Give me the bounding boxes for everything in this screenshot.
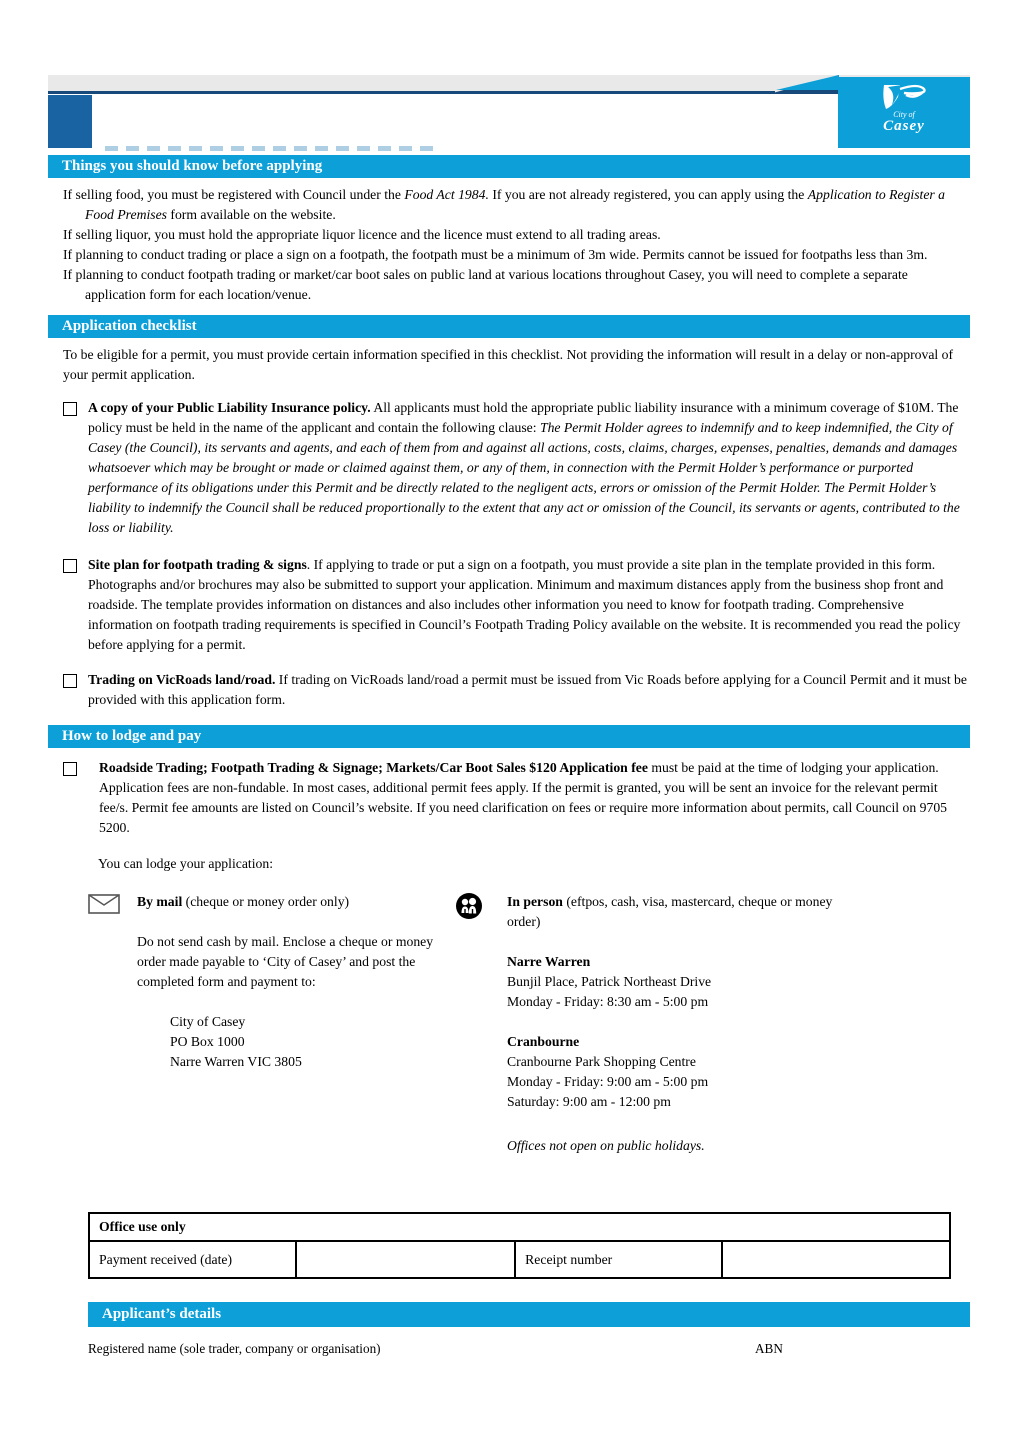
page-header [0, 0, 1020, 155]
insurance-checkbox[interactable] [63, 402, 77, 416]
receipt-number-label: Receipt number [515, 1241, 722, 1278]
by-mail-body: Do not send cash by mail. Enclose a cheque or money order made payable to ‘City of Casey’ and post the completed form and payment to: [137, 934, 434, 989]
checklist-item-insurance [63, 398, 968, 538]
things-body [63, 185, 968, 305]
in-person-column [455, 892, 915, 1156]
payment-received-label: Payment received (date) [89, 1241, 296, 1278]
public-holidays-note: Offices not open on public holidays. [507, 1138, 705, 1153]
checklist-item-vicroads [63, 670, 968, 710]
location-address: Cranbourne Park Shopping Centre [507, 1054, 696, 1069]
registered-name-label: Registered name (sole trader, company or organisation) [88, 1341, 381, 1356]
location-hours: Saturday: 9:00 am - 12:00 pm [507, 1094, 671, 1109]
section-header-applicant: Applicant’s details [88, 1302, 970, 1327]
vicroads-checkbox[interactable] [63, 674, 77, 688]
logo-casey-text: Casey [883, 118, 925, 134]
location-hours: Monday - Friday: 9:00 am - 5:00 pm [507, 1074, 709, 1089]
location-hours: Monday - Friday: 8:30 am - 5:00 pm [507, 994, 709, 1009]
faint-header-text [105, 146, 440, 151]
checklist-item-text: Site plan for footpath trading & signs. If applying to trade or put a sign on a footpath, you must provide a site plan in the template provided in this form. Photographs and/or brochures may also be submitted to support your application. Minimum and maximum distances apply from the business shop front and roadside. The template provides information on distances and also includes other information you need to know for footpath trading. Comprehensive information on footpath trading requirements is specified in Council’s Footpath Trading Policy available on the website. It is recommended you read the policy before applying for a permit. [88, 557, 961, 652]
checklist-item-siteplan [63, 555, 968, 655]
mail-address-line: PO Box 1000 [170, 1034, 245, 1049]
things-paragraph-1: If selling food, you must be registered with Council under the Food Act 1984. If you are not already registered, you can apply using the Application to Register a Food Premises form available on the website. [63, 187, 946, 222]
checklist-item-text: Trading on VicRoads land/road. If trading on VicRoads land/road a permit must be issued from Vic Roads before applying for a Council Permit and it must be provided with this application form. [88, 672, 967, 707]
location-name: Narre Warren [507, 954, 591, 969]
envelope-icon [88, 892, 137, 1156]
in-person-text [507, 892, 915, 1156]
abn-label: ABN [755, 1341, 783, 1356]
location-narre-warren [507, 952, 915, 1012]
location-address: Bunjil Place, Patrick Northeast Drive [507, 974, 712, 989]
header-navy-line [48, 91, 775, 94]
things-paragraph-3: If planning to conduct trading or place a sign on a footpath, the footpath must be a minimum of 3m wide. Permits cannot be issued for footpaths less than 3m. [63, 247, 928, 262]
siteplan-checkbox[interactable] [63, 559, 77, 573]
by-mail-column [88, 892, 453, 1156]
header-dark-square [48, 95, 92, 148]
things-paragraph-4: If planning to conduct footpath trading or market/car boot sales on public land at various locations throughout Casey, you will need to complete a separate application form for each location/venue. [63, 267, 908, 302]
location-name: Cranbourne [507, 1034, 580, 1049]
by-mail-heading: By mail (cheque or money order only) [137, 894, 350, 909]
fee-item-text: Roadside Trading; Footpath Trading & Signage; Markets/Car Boot Sales $120 Application fee must be paid at the time of lodging your application. Application fees are non-fundable. In most cases, additional permit fees apply. If the permit is granted, you will be sent an invoice for the relevant permit fee/s. Permit fee amounts are listed on Council’s website. If you need clarification on fees or require more information about permits, call Council on 9705 5200. [99, 760, 948, 835]
office-use-table [88, 1212, 951, 1279]
casey-logo-icon [878, 83, 930, 113]
mail-address-line: Narre Warren VIC 3805 [170, 1054, 302, 1069]
by-mail-text [137, 892, 453, 1156]
receipt-number-field[interactable] [722, 1241, 950, 1278]
checklist-item-text: A copy of your Public Liability Insurance policy. All applicants must hold the appropriate public liability insurance with a minimum coverage of $10M. The policy must be held in the name of the applicant and contain the following clause: The Permit Holder agrees to indemnify and to keep indemnified, the City of Casey (the Council), its servants and agents, and each of them from and against all actions, costs, claims, charges, expenses, penalties, demands and damages whatsoever which may be brought or made or claimed against them, or any of them, in connection with the Permit Holder’s performance or purported performance of its obligations under this Permit and be directly related to the negligent acts, errors or omission of the Permit Holder. The Permit Holder’s liability to indemnify the Council shall be reduced proportionally to the extent that any act or omission of the Council, its servants or agents, contributed to the loss or liability. [88, 400, 960, 535]
in-person-heading: In person (eftpos, cash, visa, mastercard, cheque or money order) [507, 894, 833, 929]
things-paragraph-2: If selling liquor, you must hold the appropriate liquor licence and the licence must extend to all trading areas. [63, 227, 661, 242]
section-header-lodge: How to lodge and pay [48, 725, 970, 748]
checklist-intro: To be eligible for a permit, you must provide certain information specified in this checklist. Not providing the information will result in a delay or non-approval of your permit application. [63, 347, 954, 382]
applicant-labels-row [88, 1341, 970, 1357]
city-of-casey-logo [838, 77, 970, 148]
mail-address-line: City of Casey [170, 1014, 246, 1029]
fee-item [63, 758, 950, 838]
lodge-columns [88, 892, 1020, 1156]
lodge-instruction: You can lodge your application: [98, 856, 273, 871]
people-icon [455, 892, 507, 1156]
location-cranbourne [507, 1032, 915, 1112]
mail-address [170, 1012, 453, 1072]
section-header-things: Things you should know before applying [48, 155, 970, 178]
payment-received-field[interactable] [296, 1241, 516, 1278]
section-header-checklist: Application checklist [48, 315, 970, 338]
fee-checkbox[interactable] [63, 762, 77, 776]
logo-city-of-text: City of [893, 110, 915, 119]
office-use-header: Office use only [89, 1213, 950, 1241]
